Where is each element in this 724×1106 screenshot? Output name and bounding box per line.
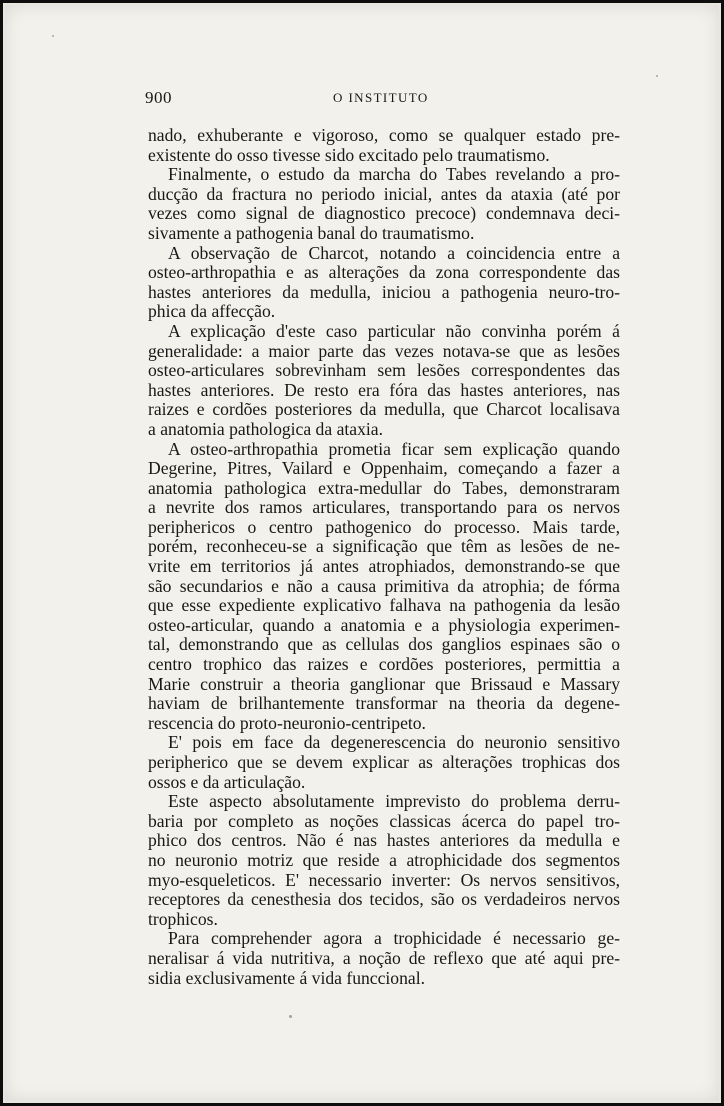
text-line: hastes anteriores da medulla, iniciou a pathogenia neuro-tro- [148, 281, 620, 302]
text-line: baria por completo as noções classicas ácerca do papel tro- [148, 810, 620, 831]
running-head: O INSTITUTO [333, 90, 429, 105]
text-line: osteo-arthropathia e as alterações da zona correspondente das [148, 262, 620, 283]
text-line: centro trophico das raizes e cordões posteriores, permittia a [148, 654, 620, 675]
text-line: neralisar á vida nutritiva, a noção de reflexo que até aqui pre- [148, 947, 620, 968]
scanned-page [5, 5, 719, 1101]
text-line: existente do osso tivesse sido excitado pelo traumatismo. [148, 144, 550, 165]
page-number: 900 [145, 88, 172, 107]
text-line: no neuronio motriz que reside a atrophicidade dos segmentos [148, 849, 620, 870]
text-line: anatomia pathologica extra-medullar do Tabes, demonstraram [148, 477, 620, 498]
text-line: Finalmente, o estudo da marcha do Tabes revelando a pro- [168, 164, 620, 185]
text-line: que esse expediente explicativo falhava na pathogenia da lesão [148, 595, 620, 616]
text-line: haviam de brilhantemente transformar na theoria da degene- [148, 693, 620, 714]
text-line: peripherico que se devem explicar as alterações trophicas dos [148, 752, 620, 772]
text-line: Marie construir a theoria ganglionar que Brissaud e Massary [148, 673, 620, 694]
text-line: receptores da cenesthesia dos tecidos, são os verdadeiros nervos [148, 889, 620, 910]
text-line: generalidade: a maior parte das vezes notava-se que as lesões [148, 340, 620, 361]
text-line: A osteo-arthropathia prometia ficar sem explicação quando [168, 438, 620, 459]
text-line: phico dos centros. Não é nas hastes anteriores da medulla e [148, 830, 620, 851]
text-line: E' pois em face da degenerescencia do neuronio sensitivo [168, 732, 620, 753]
text-line: sivamente a pathogenia banal do traumatismo. [148, 222, 475, 243]
speck [289, 1015, 292, 1018]
text-line: periphericos o centro pathogenico do processo. Mais tarde, [148, 516, 620, 537]
text-line: vrite em territorios já antes atrophiados, demonstrando-se que [148, 556, 620, 577]
text-line: Para comprehender agora a trophicidade é necessario ge- [168, 928, 620, 949]
text-line: osteo-articulares sobrevinham sem lesões correspondentes das [148, 360, 620, 381]
text-line: a anatomia pathologica da ataxia. [148, 418, 383, 439]
text-line: A explicação d'este caso particular não convinha porém á [168, 320, 620, 341]
text-line: nado, exhuberante e vigoroso, como se qualquer estado pre- [148, 125, 620, 145]
text-line: Degerine, Pitres, Vailard e Oppenhaim, começando a fazer a [148, 458, 620, 479]
text-line: trophicos. [148, 908, 218, 929]
text-line: A observação de Charcot, notando a coincidencia entre a [168, 242, 620, 263]
text-line: hastes anteriores. De resto era fóra das hastes anteriores, nas [148, 379, 620, 400]
text-line: phica da affecção. [148, 301, 276, 322]
text-line: porém, reconheceu-se a significação que têm as lesões de ne- [148, 536, 620, 557]
text-line: Este aspecto absolutamente imprevisto do problema derru- [168, 791, 620, 812]
text-line: ducção da fractura no periodo inicial, antes da ataxia (até por [148, 183, 620, 204]
text-line: myo-esqueleticos. E' necessario inverter: Os nervos sensitivos, [148, 869, 620, 890]
text-line: ossos e da articulação. [148, 771, 306, 792]
text-line: sidia exclusivamente á vida funccional. [148, 967, 425, 988]
text-line: a nevrite dos ramos articulares, transportando para os nervos [148, 497, 620, 518]
speck [656, 75, 658, 77]
page-header [145, 88, 617, 110]
text-line: são secundarios e não a causa primitiva da atrophia; de fórma [148, 575, 620, 596]
text-line: osteo-articular, quando a anatomia e a physiologia experimen- [148, 614, 620, 635]
text-line: raizes e cordões posteriores da medulla, que Charcot localisava [148, 399, 620, 420]
speck [52, 35, 54, 37]
text-line: tal, demonstrando que as cellulas dos ganglios espinaes são o [148, 634, 620, 655]
text-line: vezes como signal de diagnostico precoce) condemnava deci- [148, 203, 620, 224]
body-text [148, 126, 620, 988]
text-line: rescencia do proto-neuronio-centripeto. [148, 712, 426, 733]
